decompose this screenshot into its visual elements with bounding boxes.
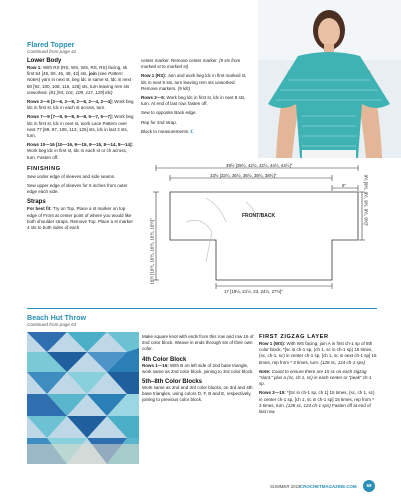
lower-body-heading: Lower Body bbox=[27, 58, 62, 64]
sew-instruction: Sew to opposite Back edge. bbox=[141, 110, 197, 116]
strap-rows-2-5: Rows 2—5: Work beg ldc in first st, ldc in next 8 sts, turn. At end of last row, fasten off. bbox=[141, 95, 246, 107]
top-column-1 bbox=[27, 58, 135, 231]
straps-heading: Straps bbox=[27, 199, 46, 206]
pattern-subtitle: Continued from page 42 bbox=[27, 49, 77, 54]
dimension-length-right: 9½ [9½, 9½, 9½, 9½, 9½]" bbox=[363, 174, 369, 227]
footer-site-link[interactable]: CROCHETMAGAZINE.COM bbox=[300, 484, 357, 489]
block-5-8-text: Work same as 2nd and 3rd color blocks, on 3rd and 4th base triangles, using colors D, F, B and E, respectively, joining to previous color block. bbox=[142, 385, 253, 403]
end-mark-icon: ℂ bbox=[190, 128, 194, 134]
zigzag-heading: FIRST ZIGZAG LAYER bbox=[259, 334, 329, 340]
row-1-instruction: Row 1: With RS (RS, WS, WS, RS, RS) facing, sk first 54 [48, 50, 46, 48, 42] sts, join (see Pattern Notes) yarn in next st, beg ldc in same st, ldc in next 80 [92, 100, 108, 116, 128] sts, turn leaving rem sts unworked. (81 [93, 101, 109, 117, 129] ldc) bbox=[27, 65, 132, 95]
dimension-hem-width: 17 [19½, 21½, 23, 24½, 27½]" bbox=[224, 289, 283, 294]
throw-column-2 bbox=[142, 334, 256, 404]
zigzag-rows-2-15: Rows 2—15: *[Sc in ch-1 sp, ch 1] 15 times, (sc, ch 1, sc) in center ch-1 sp, [ch 1, sc in ch-1 sp] 15 times, rep from * 3 times, turn. (128 sc, 124 ch-1 sps) Fasten off at end of last row. bbox=[259, 390, 375, 415]
dimension-length-left: 16½ [16½, 16½, 16½, 16½, 16½]" bbox=[149, 218, 155, 285]
section-divider bbox=[27, 308, 377, 309]
throw-photo bbox=[27, 332, 139, 464]
throw-photo-illustration bbox=[27, 332, 139, 464]
straps-instruction: For best fit: Try on Top. Place a st marker on top edge of Front at center point of where you would like both shoulder straps. Remove Top. Place a st marker 4 sts to both sides of each bbox=[27, 206, 133, 231]
zigzag-row-1: Row 1 (WS): With WS facing, join A in first ch-1 sp of 8th color block, *[sc in ch-1 sp, (ch 1, sc in ch-1 sp) 15 times, (sc, ch-1, sc) in center ch-1 sp, [ch 1, sc in next ch-1 sp] 15 times, rep from * 3 times, turn. (128 sc, 124 ch-1 sps) bbox=[259, 341, 377, 365]
front-back-label: FRONT/BACK bbox=[242, 213, 276, 219]
finishing-heading: FINISHING bbox=[27, 165, 61, 172]
throw-subtitle: Continued from page 63 bbox=[27, 322, 77, 327]
dimension-bust-width: 39½ [39½, 42½, 42½, 44½, 44½]" bbox=[226, 163, 293, 168]
block-5-8-heading: 5th–8th Color Blocks bbox=[142, 379, 203, 386]
footer-issue: SUMMER 2019 bbox=[270, 484, 301, 489]
block-instruction: Block to measurements. ℂ bbox=[141, 128, 194, 134]
pattern-title: Flared Topper bbox=[27, 40, 75, 49]
throw-column-3 bbox=[259, 334, 377, 415]
model-photo bbox=[258, 0, 401, 158]
page-number: 69 bbox=[363, 480, 375, 492]
throw-title: Beach Hut Throw bbox=[27, 313, 87, 322]
schematic-lines bbox=[146, 162, 366, 300]
rows-7-9-instruction: Rows 7—9 [7—9, 6—8, 6—8, 5—7, 5—7]: Work beg ldc in first st, ldc in next st, work Lace Pattern over next 77 [89, 97, 105, 113, 125] sts, ldc in last 2 sts, turn. bbox=[27, 114, 134, 139]
zigzag-note: Note: Count to ensure there are 15 sc on each zigzag “slant,” plus a (sc, ch 1, sc) in each center or “peak” ch-1 sp. bbox=[259, 368, 372, 387]
dimension-body-width: 33½ [33½, 36½, 36½, 38½, 38½]" bbox=[210, 173, 277, 178]
front-back-schematic bbox=[146, 162, 369, 300]
repeat-instruction: Rep for 2nd strap. bbox=[141, 119, 178, 125]
finishing-step-2: Sew upper edge of sleeves for 6 inches from outer edge each side. bbox=[27, 183, 128, 195]
throw-intro: Make square knot with ends from this row and row 16 of 2nd color block. Weave in ends through sts of their own color. bbox=[142, 334, 254, 352]
top-column-2 bbox=[141, 58, 253, 135]
finishing-step-1: Sew under edge of sleeves and side seams. bbox=[27, 173, 116, 179]
dimension-sleeve: 6" bbox=[342, 183, 347, 188]
block-4-heading: 4th Color Block bbox=[142, 356, 187, 363]
rows-2-6-instruction: Rows 2—6 [2—6, 2—5, 2—5, 2—4, 2—4]: Work beg ldc in first st, ldc in each st across, turn. bbox=[27, 99, 134, 111]
rows-10-16-instruction: Rows 10—16 [10—16, 9—15, 9—15, 8—14, 8—14]: Work beg ldc in first st, ldc in each st or ch across, turn. Fasten off. bbox=[27, 142, 134, 160]
block-4-text: Rows 1—16: With B on left side of 2nd base triangle, work same as 2nd color block, joining to 3rd color block. bbox=[142, 362, 254, 374]
straps-continued: center marker. Remove center marker. (9 sts from marked st to marked st) bbox=[141, 58, 241, 70]
strap-row-1: Row 1 (RS): Join and work beg ldc in first marked st, ldc in next 8 sts, turn leaving rem sts unworked. Remove markers. (9 ldc) bbox=[141, 73, 247, 91]
model-photo-illustration bbox=[258, 0, 401, 158]
